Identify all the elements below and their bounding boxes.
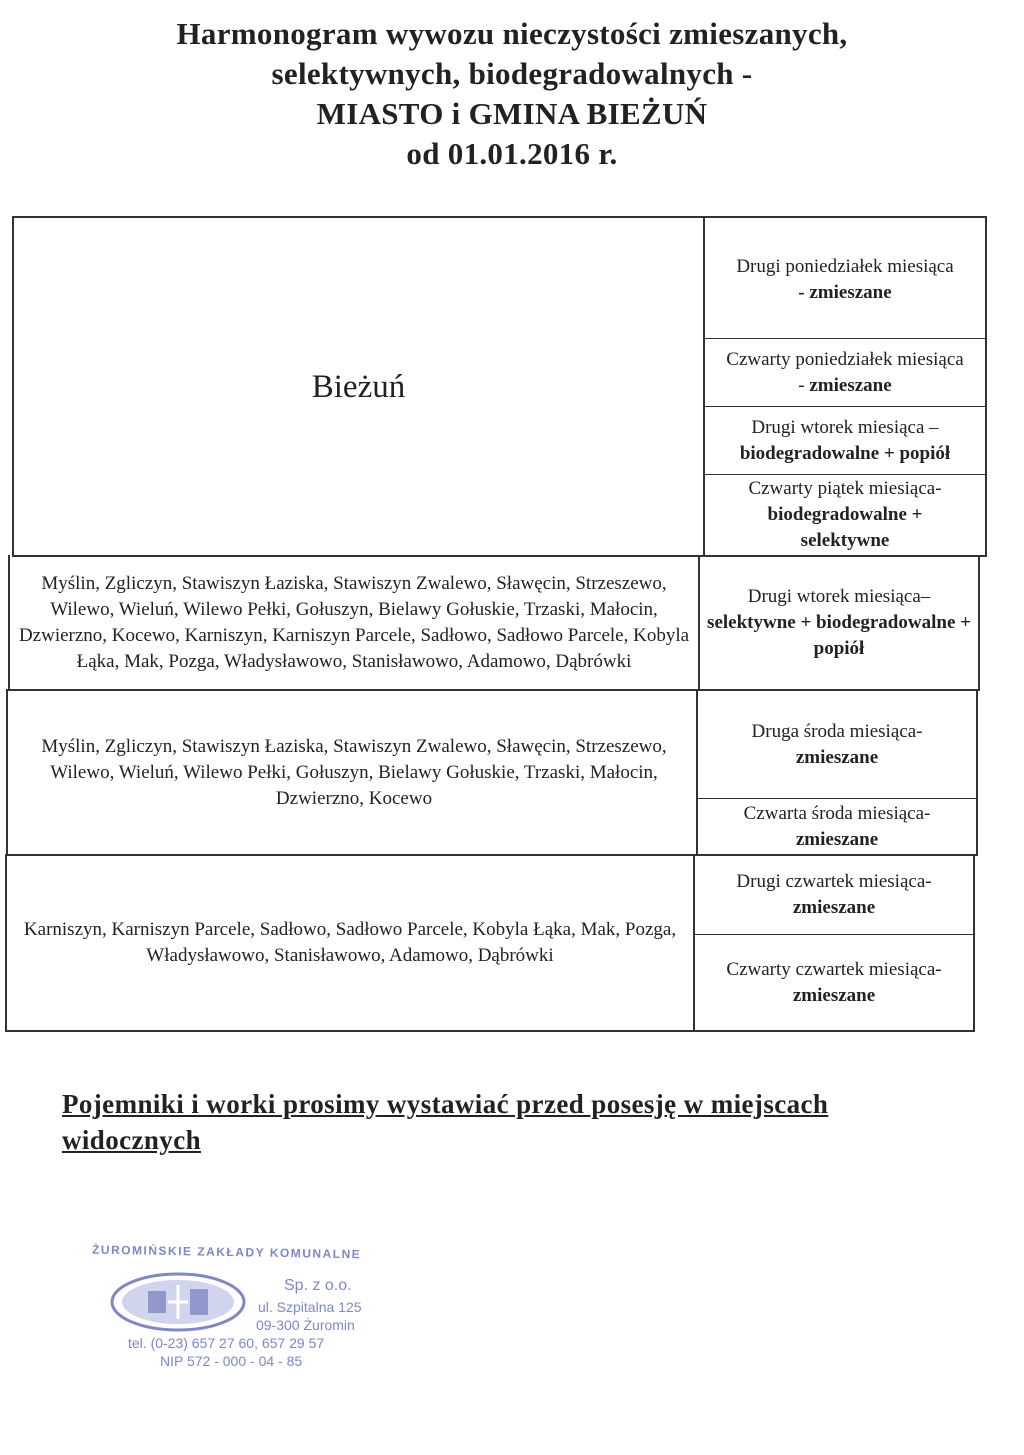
schedule-cell — [698, 691, 976, 808]
locations-cell — [12, 856, 688, 1033]
stamp-nip: NIP 572 - 000 - 04 - 85 — [160, 1353, 303, 1369]
schedule-day: Drugi poniedziałek miesiąca — [736, 256, 954, 277]
document-title — [0, 14, 1024, 174]
title-line-4: od 01.01.2016 r. — [406, 136, 618, 171]
schedule-day: Czwarty poniedziałek miesiąca - — [726, 348, 964, 396]
schedule-cell — [695, 856, 973, 934]
stamp-street: ul. Szpitalna 125 — [258, 1299, 362, 1315]
company-stamp — [88, 1242, 408, 1375]
stamp-legal-form: Sp. z o.o. — [284, 1277, 352, 1294]
locations-text: Bieżuń — [311, 368, 406, 405]
waste-type: zmieszane — [795, 746, 879, 768]
table-rule — [5, 854, 7, 1032]
locations-cell — [20, 691, 688, 862]
schedule-day: Drugi wtorek miesiąca– — [747, 586, 931, 607]
schedule-cell — [698, 799, 976, 854]
stamp-phone: tel. (0-23) 657 27 60, 657 29 57 — [128, 1335, 325, 1351]
locations-text: Myślin, Zgliczyn, Stawiszyn Łaziska, Stawiszyn Zwalewo, Sławęcin, Strzeszewo, Wilewo, Wieluń, Wilewo Pełki, Gołuszyn, Bielawy Gołuskie, Trzaski, Małocin, Dzwierzno, Kocewo — [41, 735, 667, 809]
locations-text: Karniszyn, Karniszyn Parcele, Sadłowo, Sadłowo Parcele, Kobyla Łąka, Mak, Pozga, Władysławowo, Stanisławowo, Adamowo, Dąbrówki — [23, 919, 677, 966]
table-rule — [973, 854, 975, 1032]
schedule-cell — [700, 557, 978, 697]
waste-type: - zmieszane — [798, 282, 892, 303]
table-rule — [985, 216, 987, 557]
table-rule — [976, 689, 978, 856]
title-line-2: selektywnych, biodegradowalnych - — [271, 56, 753, 91]
schedule-cell — [705, 475, 985, 555]
table-rule — [978, 555, 980, 691]
title-line-1: Harmonogram wywozu nieczystości zmieszanych, — [176, 16, 848, 51]
table-rule — [8, 555, 10, 691]
locations-cell — [14, 557, 694, 689]
waste-type: selektywne + biodegradowalne + popiół — [707, 612, 971, 659]
locations-text: Myślin, Zgliczyn, Stawiszyn Łaziska, Stawiszyn Zwalewo, Sławęcin, Strzeszewo, Wilewo, Wieluń, Wilewo Pełki, Gołuszyn, Bielawy Gołuskie, Trzaski, Małocin, Dzwierzno, Kocewo, Karniszyn, Karniszyn Parcele, Sadłowo, Sadłowo Parcele, Kobyla Łąka, Mak, Pozga, Władysławowo, Stanisławowo, Adamowo, Dąbrówki — [18, 573, 690, 672]
schedule-day: Druga środa miesiąca- — [751, 720, 923, 742]
waste-type: zmieszane — [792, 897, 876, 918]
schedule-day: Drugi wtorek miesiąca – — [751, 416, 939, 438]
schedule-day: Czwarty czwartek miesiąca- — [726, 958, 942, 980]
waste-type: zmieszane — [792, 984, 876, 1006]
schedule-day: Czwarta środa miesiąca- — [743, 802, 931, 824]
schedule-cell — [695, 935, 973, 1030]
company-logo-icon — [108, 1271, 248, 1333]
locations-cell — [14, 218, 703, 559]
schedule-cell — [705, 407, 985, 474]
waste-type: biodegradowalne + popiół — [739, 442, 951, 464]
schedule-day: Czwarty piątek miesiąca- — [748, 478, 942, 499]
waste-type: biodegradowalne + selektywne — [767, 504, 923, 551]
notice-text: Pojemniki i worki prosimy wystawiać przed posesję w miejscach widocznych — [62, 1089, 829, 1155]
table-rule — [6, 689, 8, 856]
waste-type: zmieszane — [809, 374, 892, 396]
waste-type: zmieszane — [795, 828, 879, 850]
schedule-day: Drugi czwartek miesiąca- — [736, 871, 932, 892]
schedule-cell — [722, 339, 968, 406]
title-line-3: MIASTO i GMINA BIEŻUŃ — [316, 96, 708, 131]
stamp-postal: 09-300 Żuromin — [256, 1317, 355, 1333]
stamp-company-name: ŻUROMIŃSKIE ZAKŁADY KOMUNALNE — [91, 1242, 362, 1262]
schedule-cell — [705, 218, 985, 340]
